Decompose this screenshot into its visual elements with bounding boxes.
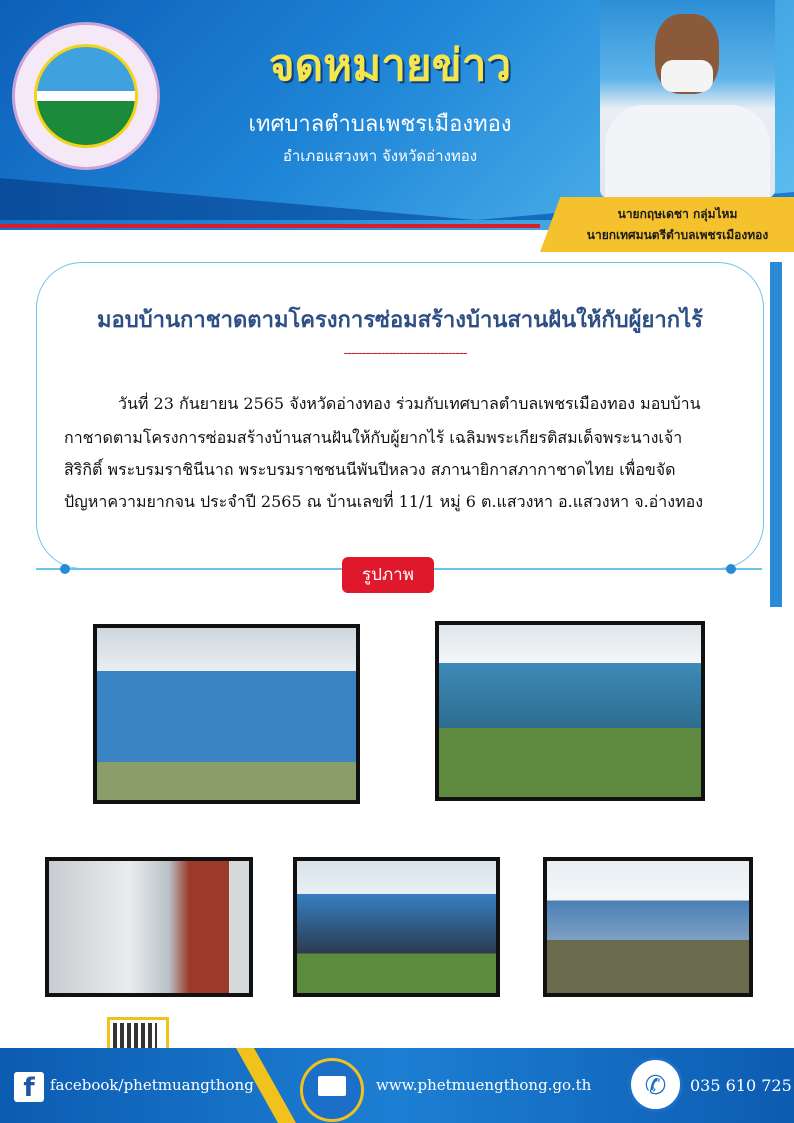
portrait-uniform <box>605 105 770 198</box>
monitor-icon[interactable] <box>318 1076 346 1096</box>
decor-dot <box>60 564 70 574</box>
official-name: นายกฤษเดชา กลุ่มไหม <box>617 207 738 221</box>
article-line: วันที่ 23 กันยายน 2565 จังหวัดอ่างทอง ร่วมกับเทศบาลตำบลเพชรเมืองทอง มอบบ้าน <box>118 394 701 413</box>
phone-number[interactable]: 035 610 725 <box>690 1076 792 1095</box>
article-headline: มอบบ้านกาชาดตามโครงการซ่อมสร้างบ้านสานฝันให้กับผู้ยากไร้ <box>97 307 703 333</box>
photos-label: รูปภาพ <box>342 557 434 593</box>
photo-tree-planting <box>543 857 753 997</box>
header-divider <box>0 224 540 228</box>
photo-house-interior <box>45 857 253 997</box>
logo-emblem <box>34 44 138 148</box>
decor-dot <box>726 564 736 574</box>
official-title: นายกเทศมนตรีตำบลเพชรเมืองทอง <box>586 228 769 242</box>
photo-officials <box>293 857 500 997</box>
phone-icon[interactable]: ✆ <box>628 1057 683 1112</box>
newsletter-title: จดหมายข่าว <box>268 40 512 91</box>
photo-group <box>435 621 705 801</box>
article-line: กาชาดตามโครงการซ่อมสร้างบ้านสานฝันให้กับผู้ยากไร้ เฉลิมพระเกียรติสมเด็จพระนางเจ้า <box>64 428 683 447</box>
article-line: ปัญหาความยากจน ประจำปี 2565 ณ บ้านเลขที่ 11/1 หมู่ 6 ต.แสวงหา อ.แสวงหา จ.อ่างทอง <box>64 492 704 511</box>
org-name: เทศบาลตำบลเพชรเมืองทอง <box>248 112 512 137</box>
facebook-link[interactable]: facebook/phetmuangthong <box>50 1076 254 1094</box>
org-location: อำเภอแสวงหา จังหวัดอ่างทอง <box>282 147 478 165</box>
facebook-icon[interactable]: f <box>14 1072 44 1102</box>
headline-separator: --------------------------------- <box>343 345 467 361</box>
portrait-mask <box>661 60 713 92</box>
article-line: สิริกิติ์ พระบรมราชินีนาถ พระบรมราชชนนีพันปีหลวง สภานายิกาสภากาชาดไทย เพื่อขจัด <box>64 460 676 479</box>
website-link[interactable]: www.phetmuengthong.go.th <box>376 1076 592 1094</box>
side-accent-bar <box>770 262 782 607</box>
photo-house-ceremony <box>93 624 360 804</box>
